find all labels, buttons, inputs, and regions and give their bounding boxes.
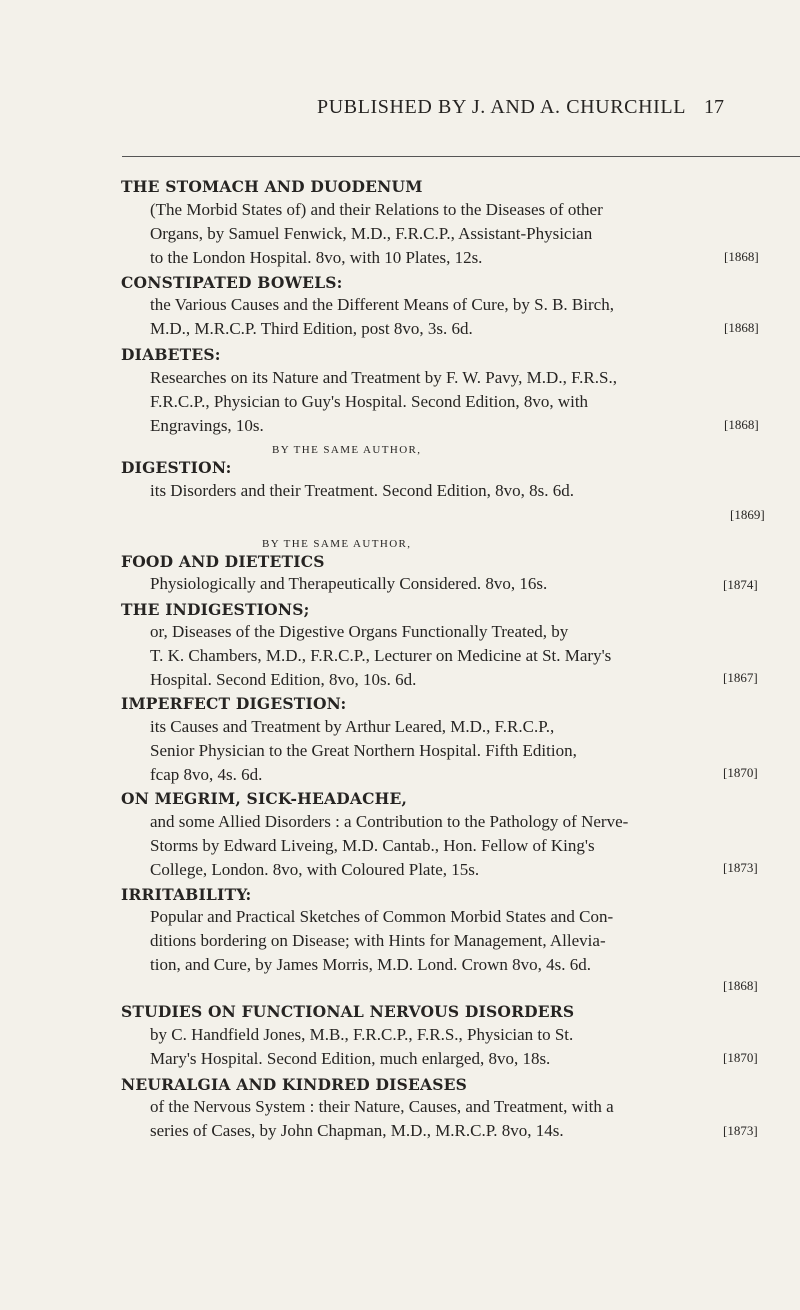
entry-line: T. K. Chambers, M.D., F.R.C.P., Lecturer on Medicine at St. Mary's [150, 646, 612, 665]
page-number: 17 [704, 96, 724, 118]
entry-line: of the Nervous System : their Nature, Causes, and Treatment, with a [150, 1097, 614, 1116]
entry-line: Engravings, 10s. [150, 416, 264, 435]
entry-title: FOOD AND DIETETICS [121, 552, 325, 571]
entry-line: College, London. 8vo, with Coloured Plate, 15s. [150, 860, 480, 879]
entry-line: Hospital. Second Edition, 8vo, 10s. 6d. [150, 670, 417, 689]
entry-line: Organs, by Samuel Fenwick, M.D., F.R.C.P., Assistant-Physician [150, 224, 593, 243]
entry-line: Senior Physician to the Great Northern Hospital. Fifth Edition, [150, 741, 577, 760]
entry-title: CONSTIPATED BOWELS: [121, 273, 343, 292]
entry-line: to the London Hospital. 8vo, with 10 Plates, 12s. [150, 248, 483, 267]
entry-line: fcap 8vo, 4s. 6d. [150, 765, 263, 784]
entry-title: ON MEGRIM, SICK-HEADACHE, [121, 789, 408, 808]
entry-line: the Various Causes and the Different Means of Cure, by S. B. Birch, [150, 295, 614, 314]
entry-description [150, 479, 770, 503]
entry-date: [1869] [730, 507, 765, 522]
entry-title: THE STOMACH AND DUODENUM [121, 177, 423, 196]
entry-title: NEURALGIA AND KINDRED DISEASES [121, 1075, 468, 1094]
entry-title: THE INDIGESTIONS; [121, 600, 310, 619]
entry-line: F.R.C.P., Physician to Guy's Hospital. Second Edition, 8vo, with [150, 392, 589, 411]
entry-description [150, 572, 770, 596]
entry-line: Physiologically and Therapeutically Considered. 8vo, 16s. [150, 574, 548, 593]
running-header-title: PUBLISHED BY J. AND A. CHURCHILL [317, 96, 687, 118]
entry-description [150, 1023, 770, 1071]
entry-description [150, 1095, 770, 1143]
entry-line: Researches on its Nature and Treatment by F. W. Pavy, M.D., F.R.S., [150, 368, 617, 387]
entry-description [150, 810, 770, 882]
entry-line: or, Diseases of the Digestive Organs Functionally Treated, by [150, 622, 569, 641]
entry-date: [1867] [723, 670, 758, 685]
entry-description [150, 293, 770, 341]
entry-date: [1868] [724, 249, 759, 264]
entry-description [150, 198, 770, 270]
entry-date: [1874] [723, 577, 758, 592]
entry-title: DIGESTION: [121, 458, 232, 477]
entry-date: [1870] [723, 765, 758, 780]
entry-date: [1873] [723, 860, 758, 875]
entry-description [150, 905, 770, 977]
entry-line: and some Allied Disorders : a Contribution to the Pathology of Nerve- [150, 812, 629, 831]
entry-date: [1873] [723, 1123, 758, 1138]
entry-title: STUDIES ON FUNCTIONAL NERVOUS DISORDERS [121, 1002, 575, 1021]
entry-line: M.D., M.R.C.P. Third Edition, post 8vo, 3s. 6d. [150, 319, 473, 338]
entry-line: ditions bordering on Disease; with Hints for Management, Allevia- [150, 931, 606, 950]
entry-line: by C. Handfield Jones, M.B., F.R.C.P., F.R.S., Physician to St. [150, 1025, 574, 1044]
entry-date: [1870] [723, 1050, 758, 1065]
entry-title: DIABETES: [121, 345, 221, 364]
entry-line: series of Cases, by John Chapman, M.D., M.R.C.P. 8vo, 14s. [150, 1121, 564, 1140]
entry-title: IRRITABILITY: [121, 885, 252, 904]
entry-line: Storms by Edward Liveing, M.D. Cantab., Hon. Fellow of King's [150, 836, 595, 855]
entry-date: [1868] [724, 320, 759, 335]
entry-line: Popular and Practical Sketches of Common Morbid States and Con- [150, 907, 614, 926]
entry-description [150, 366, 770, 438]
entry-line: (The Morbid States of) and their Relations to the Diseases of other [150, 200, 603, 219]
entry-line: its Disorders and their Treatment. Second Edition, 8vo, 8s. 6d. [150, 481, 575, 500]
entry-line: Mary's Hospital. Second Edition, much enlarged, 8vo, 18s. [150, 1049, 551, 1068]
same-author-note: BY THE SAME AUTHOR, [262, 538, 412, 550]
entry-description [150, 715, 770, 787]
entry-line: tion, and Cure, by James Morris, M.D. Lond. Crown 8vo, 4s. 6d. [150, 955, 592, 974]
same-author-note: BY THE SAME AUTHOR, [272, 444, 422, 456]
entry-title: IMPERFECT DIGESTION: [121, 694, 347, 713]
entry-line: its Causes and Treatment by Arthur Leared, M.D., F.R.C.P., [150, 717, 555, 736]
entry-date: [1868] [724, 417, 759, 432]
entry-description [150, 620, 770, 692]
entry-date: [1868] [723, 978, 758, 993]
